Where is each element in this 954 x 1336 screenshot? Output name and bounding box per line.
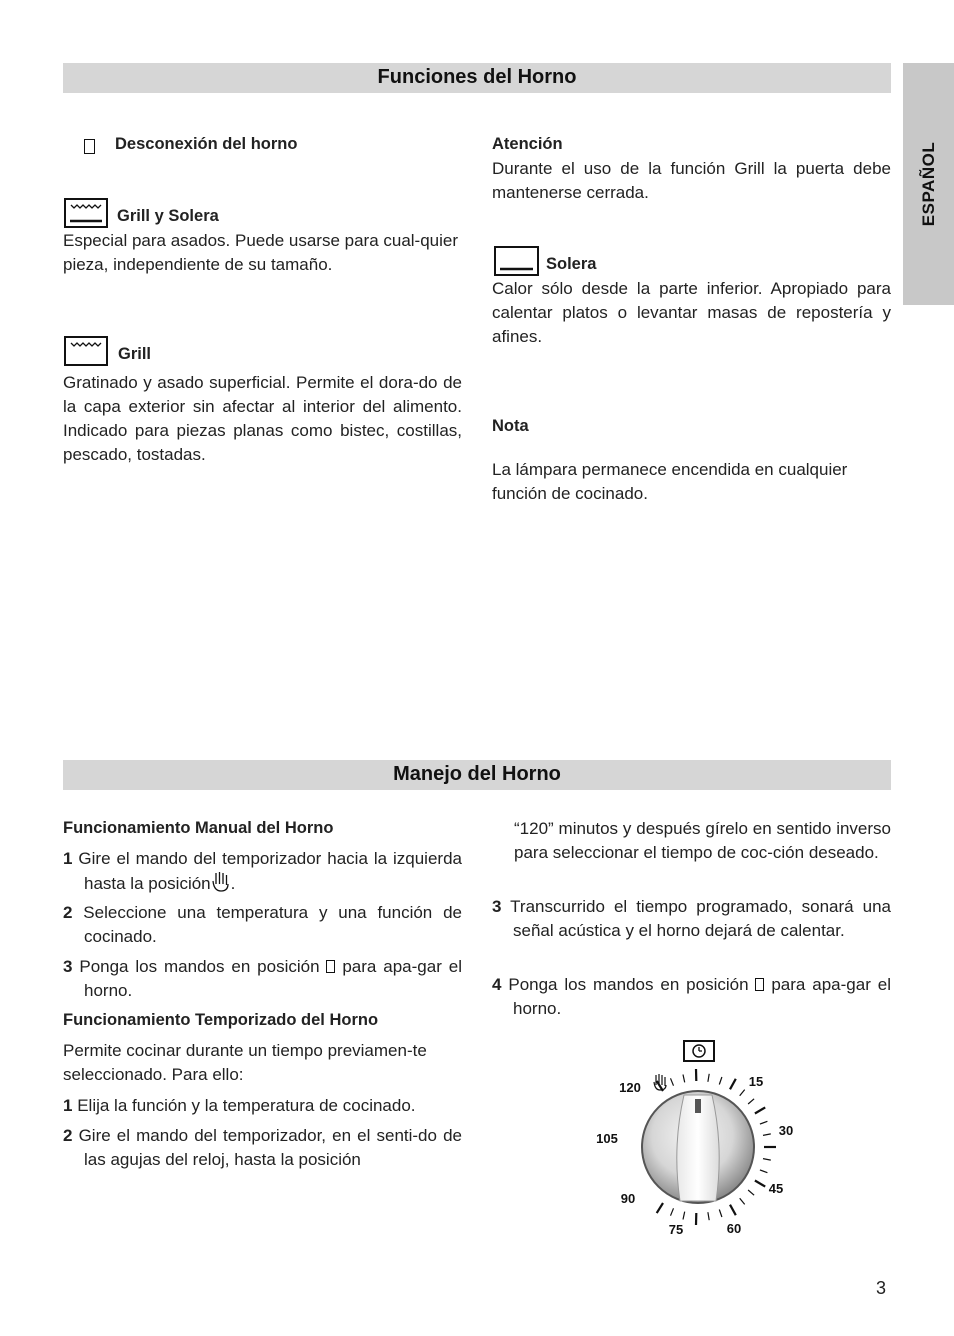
timed-intro: Permite cocinar durante un tiempo previamen-te seleccionado. Para ello: (63, 1041, 427, 1084)
manual-step-3 (63, 955, 462, 1003)
clock-icon (684, 1041, 714, 1061)
timer-dial (580, 1035, 820, 1245)
dial-label: 75 (668, 1222, 684, 1237)
step-number: 4 (492, 975, 502, 994)
atencion-text: Durante el uso de la función Grill la puerta debe mantenerse cerrada. (492, 159, 891, 202)
step-text: Gire el mando del temporizador hacia la izquierda hasta la posición (78, 849, 462, 893)
dial-label: 120 (619, 1080, 641, 1095)
language-tab (903, 63, 954, 305)
timed-step-2 (63, 1124, 462, 1172)
dial-tick (755, 1181, 765, 1187)
solera-icon (494, 246, 539, 276)
section-title-manejo: Manejo del Horno (63, 760, 891, 790)
dial-label: 90 (620, 1191, 636, 1206)
step-text-end: para apa-gar el horno. (84, 957, 462, 1000)
dial-tick (708, 1212, 709, 1220)
step-text: Transcurrido el tiempo programado, sonará una señal acústica y el horno dejará de calentar. (510, 897, 891, 940)
dial-label: 15 (748, 1074, 764, 1089)
step-text-end: para apa-gar el horno. (513, 975, 891, 1018)
manual-step-1 (63, 847, 462, 896)
step-text: Ponga los mandos en posición (508, 975, 749, 994)
off-position-icon (84, 139, 95, 154)
timed-step-1 (63, 1094, 463, 1118)
dial-tick (657, 1203, 663, 1213)
step-number: 2 (63, 903, 73, 922)
dial-tick (683, 1212, 685, 1220)
dial-tick (708, 1074, 709, 1082)
dial-tick (671, 1208, 674, 1215)
step-text: Elija la función y la temperatura de cocinado. (77, 1096, 416, 1115)
dial-label: 60 (726, 1221, 742, 1236)
dial-tick (760, 1170, 768, 1173)
timed-step-3 (492, 895, 891, 943)
grill-solera-text: Especial para asados. Puede usarse para cual-quier pieza, independiente de su tamaño. (63, 231, 459, 274)
language-label: ESPAÑOL (918, 141, 938, 227)
grill-text: Gratinado y asado superficial. Permite el dora-do de la capa exterior sin afectar al interior del alimento. Indicado para piezas planas como bistec, costillas, pescado, tostadas. (63, 373, 462, 464)
manual-step-2 (63, 901, 462, 949)
step-number: 3 (492, 897, 502, 916)
dial-tick (730, 1205, 736, 1216)
off-heading: Desconexión del horno (115, 135, 298, 153)
step-text-end: . (230, 874, 236, 893)
dial-tick (683, 1075, 685, 1083)
dial-tick (719, 1210, 722, 1218)
nota-text: La lámpara permanece encendida en cualquier función de cocinado. (492, 460, 848, 503)
section-title-funciones: Funciones del Horno (63, 63, 891, 93)
step-number: 1 (63, 1096, 73, 1115)
grill-icon (64, 336, 108, 366)
solera-text: Calor sólo desde la parte inferior. Apropiado para calentar platos o levantar masas de repostería y afines. (492, 279, 891, 346)
dial-tick (748, 1190, 754, 1195)
atencion-heading: Atención (492, 135, 563, 153)
grill-heading: Grill (118, 345, 152, 363)
step-text: Gire el mando del temporizador, en el senti-do de las agujas del reloj, hasta la posición (78, 1126, 462, 1169)
step-number: 3 (63, 957, 73, 976)
nota-heading: Nota (492, 417, 529, 435)
off-position-icon (755, 978, 764, 991)
step-number: 2 (63, 1126, 73, 1145)
dial-label: 105 (596, 1131, 618, 1146)
dial-tick (763, 1134, 771, 1136)
manual-heading: Funcionamiento Manual del Horno (63, 819, 334, 837)
timed-step-4 (492, 973, 891, 1021)
step-text: Seleccione una temperatura y una función de cocinado. (83, 903, 462, 946)
dial-tick (748, 1099, 754, 1104)
dial-label: 30 (778, 1123, 794, 1138)
hand-icon (211, 874, 231, 893)
dial-tick (760, 1121, 768, 1124)
step-number: 1 (63, 849, 73, 868)
dial-tick (755, 1107, 765, 1113)
timer-knob[interactable] (642, 1091, 754, 1203)
solera-heading: Solera (546, 255, 597, 273)
dial-tick (730, 1079, 736, 1090)
step-text: Ponga los mandos en posición (79, 957, 320, 976)
grill-solera-icon (64, 198, 108, 228)
dial-tick (719, 1077, 722, 1085)
dial-tick (740, 1090, 745, 1096)
dial-tick (671, 1078, 674, 1085)
off-position-icon (326, 960, 335, 973)
grill-solera-heading: Grill y Solera (117, 207, 219, 225)
dial-label: 45 (768, 1181, 784, 1196)
dial-tick (740, 1198, 745, 1204)
timed-heading: Funcionamiento Temporizado del Horno (63, 1011, 379, 1029)
dial-tick (763, 1159, 771, 1161)
page-number: 3 (876, 1278, 887, 1298)
timed-step-2-continuation: “120” minutos y después gírelo en sentido inverso para seleccionar el tiempo de coc-ción deseado. (514, 819, 891, 862)
